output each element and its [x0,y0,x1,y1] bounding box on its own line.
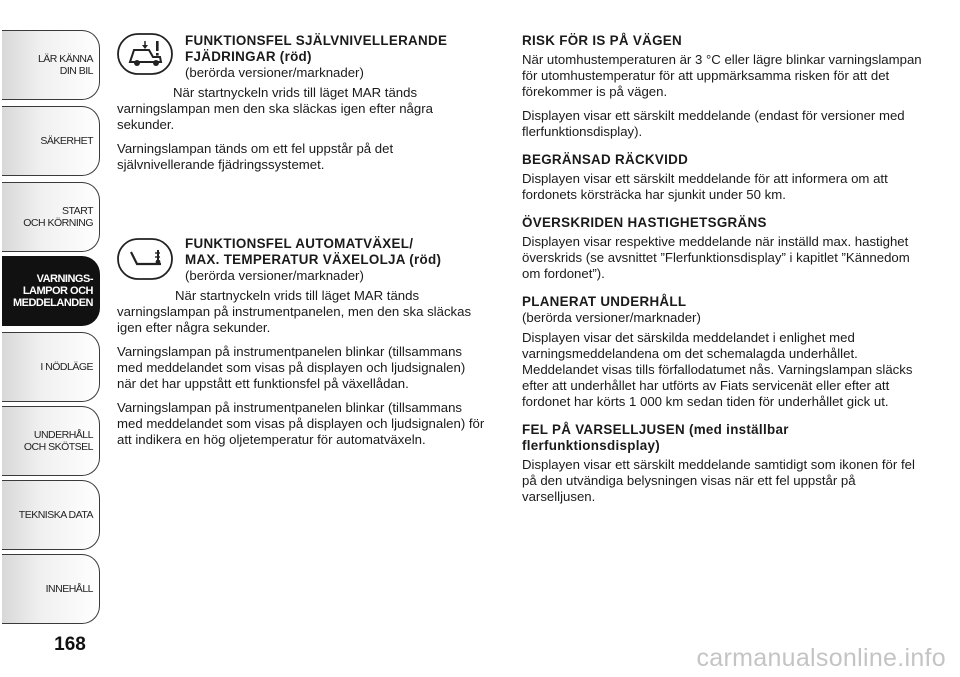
section-title: BEGRÄNSAD RÄCKVIDD [522,152,689,167]
tab-innehall[interactable]: INNEHÅLL [2,554,100,624]
page-number: 168 [54,634,86,655]
paragraph: Displayen visar respektive meddelande när inställd max. hastighet överskrids (se avsnittet ”Flerfunktionsdisplay” i kapitlet ”Kännedom om fordonet”). [522,234,910,281]
tab-i-nodlage[interactable]: I NÖDLÄGE [2,332,100,402]
paragraph: Displayen visar ett särskilt meddelande för att informera om att fordonets körsträcka har sjunkit under 50 km. [522,171,888,202]
section-title-cont: FJÄDRINGAR (röd) [185,49,312,64]
paragraph: Varningslampan på instrumentpanelen blinkar (tillsammans med meddelandet som visas på displayen och ljudsignalen) när det har uppstått ett funktionsfel på växellådan. [117,344,466,391]
section-subtitle: (berörda versioner/marknader) [522,310,701,325]
section-subtitle: (berörda versioner/marknader) [185,65,364,80]
section-title: PLANERAT UNDERHÅLL [522,294,687,309]
drl-fault-section [522,422,922,505]
section-title-cont: MAX. TEMPERATUR VÄXELOLJA (röd) [185,252,442,267]
speed-limit-section [522,215,922,282]
paragraph: När startnyckeln vrids till läget MAR tänds varningslampan på instrumentpanelen, men den ska släckas igen efter några sekunder. [117,288,472,335]
watermark: carmanualsonline.info [696,644,946,672]
section-title: ÖVERSKRIDEN HASTIGHETSGRÄNS [522,215,767,230]
paragraph: När utomhustemperaturen är 3 °C eller lägre blinkar varningslampan för utomhustemperatur för att uppmärksamma risken för att det förekommer is på vägen. [522,52,922,99]
section-subtitle: (berörda versioner/marknader) [185,268,364,283]
section-title: FUNKTIONSFEL AUTOMATVÄXEL/ [185,236,414,251]
paragraph: Displayen visar ett särskilt meddelande (endast för versioner med flerfunktionsdisplay). [522,108,905,139]
tab-varningslampor[interactable]: VARNINGS- LAMPOR OCH MEDDELANDEN [2,256,100,326]
right-column [522,33,922,517]
tab-sakerhet[interactable]: SÄKERHET [2,106,100,176]
ice-risk-section [522,33,922,140]
automatic-gearbox-section [117,236,487,456]
limited-range-section [522,152,922,203]
suspension-fault-section [117,33,487,181]
scheduled-service-section [522,294,922,410]
paragraph: Varningslampan på instrumentpanelen blinkar (tillsammans med meddelandet som visas på displayen och ljudsignalen) för att indikera en hög oljetemperatur för automatväxeln. [117,400,485,447]
paragraph: När startnyckeln vrids till läget MAR tänds varningslampan men den ska släckas igen efter några sekunder. [117,85,433,132]
paragraph: Displayen visar det särskilda meddelandet i enlighet med varningsmeddelandena om det schemalagda underhållet. Meddelandet visas tills förfallodatumet nås. Varningslampan släcks efter att underhållet har utförts av Fiats servicenät eller efter att fordonet har körts 1 000 km sedan tiden för underhållet gick ut. [522,330,913,409]
paragraph: Displayen visar ett särskilt meddelande samtidigt som ikonen för fel på den utvändiga belysningen visas när ett fel uppstår på varselljusen. [522,457,915,504]
tab-underhall[interactable]: UNDERHÅLL OCH SKÖTSEL [2,406,100,476]
section-title: RISK FÖR IS PÅ VÄGEN [522,33,683,48]
tab-lar-kanna-din-bil[interactable]: LÄR KÄNNA DIN BIL [2,30,100,100]
tab-start-och-korning[interactable]: START OCH KÖRNING [2,182,100,252]
section-title: FUNKTIONSFEL SJÄLVNIVELLERANDE [185,33,448,48]
paragraph: Varningslampan tänds om ett fel uppstår på det självnivellerande fjädringssystemet. [117,141,394,172]
tab-tekniska-data[interactable]: TEKNISKA DATA [2,480,100,550]
section-title: FEL PÅ VARSELLJUSEN (med inställbar flerfunktionsdisplay) [522,422,789,453]
